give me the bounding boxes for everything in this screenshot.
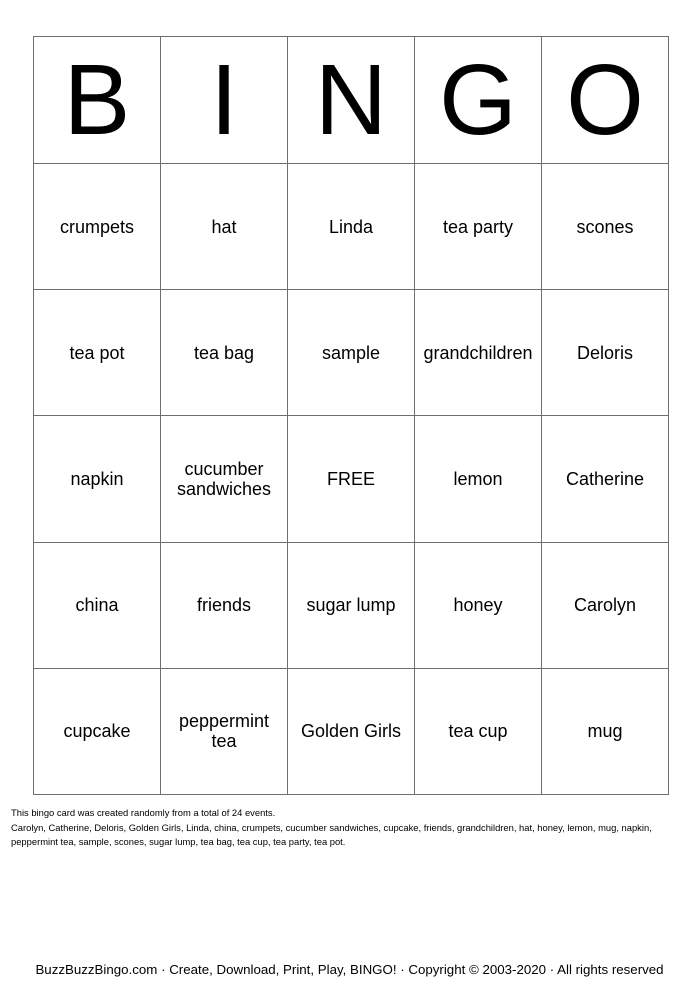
bingo-cell	[415, 416, 542, 542]
cell-text: friends	[196, 595, 252, 616]
header-letter-n	[288, 37, 415, 164]
header-letter-text: O	[566, 44, 644, 157]
cell-text: lemon	[453, 469, 503, 490]
header-letter-text: G	[439, 44, 517, 157]
bingo-cell	[288, 668, 415, 794]
cell-text: Linda	[328, 216, 374, 237]
bingo-cell	[288, 164, 415, 290]
bingo-cell	[34, 290, 161, 416]
cell-text: cucumber sandwiches	[176, 459, 272, 500]
cell-text: sugar lump	[306, 595, 396, 616]
bingo-cell	[415, 164, 542, 290]
header-letter-o	[542, 37, 669, 164]
bingo-card	[33, 36, 669, 795]
header-letter-i	[161, 37, 288, 164]
bingo-cell	[161, 416, 288, 542]
bingo-row-2	[34, 290, 669, 416]
bingo-cell-free	[288, 416, 415, 542]
free-space-text: FREE	[326, 469, 375, 490]
cell-text: Catherine	[565, 469, 645, 490]
bingo-cell	[34, 164, 161, 290]
bingo-cell	[161, 542, 288, 668]
cell-text: Deloris	[576, 342, 633, 363]
cell-text: tea pot	[69, 342, 125, 363]
bingo-row-5	[34, 668, 669, 794]
header-letter-text: N	[314, 44, 388, 157]
cell-text: tea bag	[193, 342, 255, 363]
cell-text: napkin	[70, 469, 124, 490]
bingo-cell	[34, 668, 161, 794]
cell-text: peppermint tea	[178, 711, 270, 752]
bingo-cell	[161, 164, 288, 290]
header-letter-g	[415, 37, 542, 164]
bingo-cell	[542, 290, 669, 416]
bingo-row-4	[34, 542, 669, 668]
bingo-cell	[161, 290, 288, 416]
header-letter-text: B	[63, 44, 131, 157]
header-letter-b	[34, 37, 161, 164]
cell-text: china	[75, 595, 119, 616]
bingo-cell	[288, 542, 415, 668]
cell-text: Carolyn	[573, 595, 637, 616]
header-letter-text: I	[210, 44, 238, 157]
bingo-cell	[542, 416, 669, 542]
card-info	[11, 806, 691, 850]
cell-text: scones	[576, 216, 634, 237]
cell-text: mug	[587, 721, 623, 742]
bingo-cell	[34, 416, 161, 542]
cell-text: honey	[453, 595, 503, 616]
cell-text: cupcake	[63, 721, 131, 742]
bingo-cell	[542, 668, 669, 794]
bingo-row-1	[34, 164, 669, 290]
bingo-cell	[542, 542, 669, 668]
bingo-cell	[415, 668, 542, 794]
cell-text: grandchildren	[423, 342, 533, 363]
bingo-header-row	[34, 37, 669, 164]
card-summary-text: This bingo card was created randomly from a total of 24 events.	[11, 807, 276, 818]
cell-text: tea cup	[448, 721, 508, 742]
bingo-row-3	[34, 416, 669, 542]
cell-text: crumpets	[59, 216, 135, 237]
cell-text: hat	[211, 216, 237, 237]
bingo-cell	[542, 164, 669, 290]
bingo-cell	[161, 668, 288, 794]
bingo-cell	[415, 290, 542, 416]
bingo-cell	[34, 542, 161, 668]
events-list-text: Carolyn, Catherine, Deloris, Golden Girls, Linda, china, crumpets, cucumber sandwiches, cupcake, friends, grandchildren, hat, honey, lemon, mug, napkin, peppermint tea, sample, scones, sugar lump, tea bag, tea cup, tea party, tea pot.	[11, 821, 652, 847]
cell-text: Golden Girls	[300, 721, 402, 742]
bingo-cell	[288, 290, 415, 416]
page-footer: BuzzBuzzBingo.com · Create, Download, Print, Play, BINGO! · Copyright © 2003-2020 · All rights reserved	[35, 962, 664, 977]
cell-text: tea party	[442, 216, 514, 237]
cell-text: sample	[321, 342, 381, 363]
bingo-cell	[415, 542, 542, 668]
